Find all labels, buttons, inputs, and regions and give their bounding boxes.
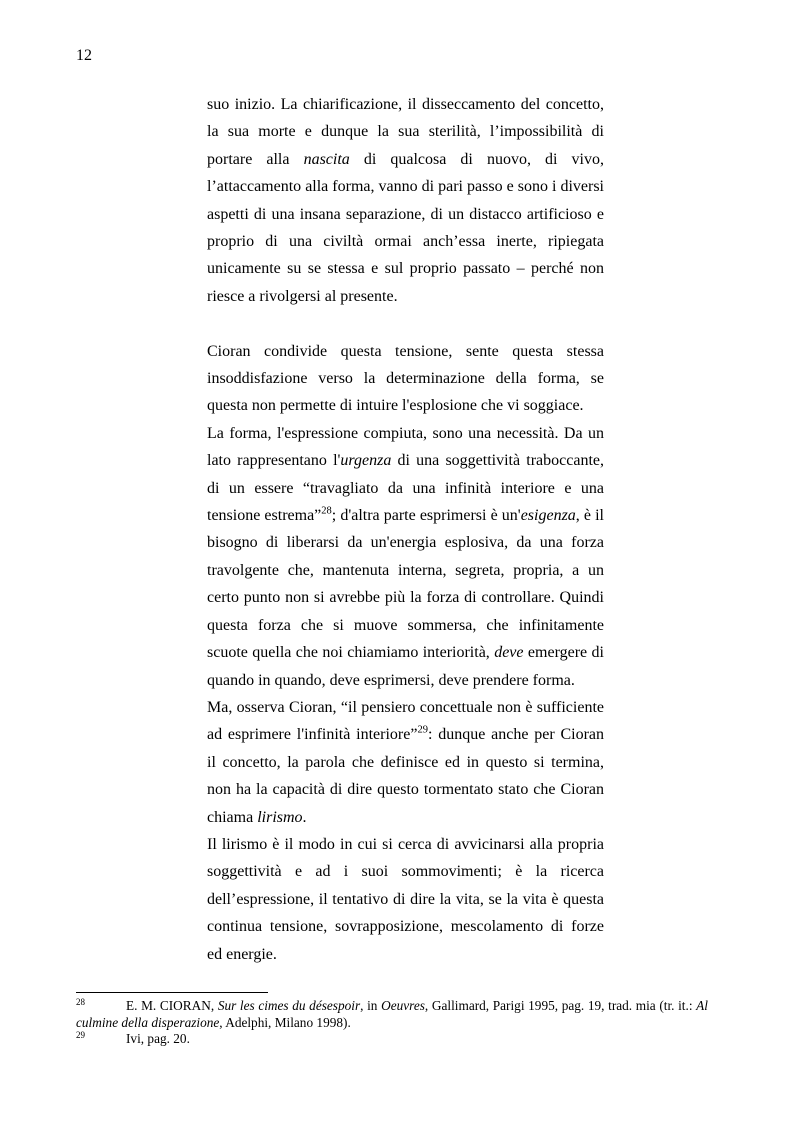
- footnote-number: 28: [76, 997, 85, 1007]
- paragraph: [207, 338, 604, 420]
- footnote-reference: 28: [321, 505, 332, 517]
- paragraph: [207, 831, 604, 968]
- italic-text: lirismo: [257, 808, 303, 826]
- paragraph: [207, 420, 604, 694]
- footnotes: [76, 998, 708, 1048]
- text-run: ; d'altra parte esprimersi è un': [331, 507, 521, 525]
- text-run: E. M. CIORAN,: [126, 998, 218, 1013]
- footnote-number: 29: [76, 1030, 85, 1041]
- italic-text: urgenza: [340, 452, 392, 470]
- footnote: [76, 1031, 708, 1048]
- italic-text: nascita: [303, 150, 350, 168]
- body-text: [207, 91, 604, 968]
- text-run: Ivi, pag. 20.: [126, 1031, 190, 1047]
- text-run: di una soggettività traboccante, di un essere “travagliato da una infinità interiore e una tensione estrema”: [207, 452, 604, 525]
- italic-text: deve: [494, 644, 524, 662]
- text-run: Il lirismo è il modo in cui si cerca di avvicinarsi alla propria soggettività e ad i suoi sommovimenti; è la ricerca dell’espressione, il tentativo di dire la vita, se la vita è questa continua tensione, sovrapposizione, mescolamento di forze ed energie.: [207, 835, 604, 963]
- footnote: [76, 998, 708, 1031]
- italic-text: esigenza: [520, 507, 576, 525]
- text-run: La forma, l'espressione compiuta, sono una necessità. Da un lato rappresentano l': [207, 424, 604, 470]
- text-run: emergere di quando in quando, deve esprimersi, deve prendere forma.: [207, 644, 604, 689]
- text-run: .: [302, 808, 307, 826]
- page-number: 12: [76, 47, 92, 64]
- paragraph: [207, 694, 604, 831]
- text-run: di qualcosa di nuovo, di vivo, l’attaccamento alla forma, vanno di pari passo e sono i diversi aspetti di una insana separazione, di un distacco artificioso e proprio di una civiltà ormai anch’essa inerte, ripiegata unicamente su se stessa e sul proprio passato – perché non riesce a rivolgersi al presente.: [207, 150, 604, 305]
- footnote-separator: [76, 992, 268, 993]
- paragraph-gap: [207, 310, 604, 337]
- italic-text: Oeuvres: [381, 998, 425, 1013]
- italic-text: Al culmine della disperazione: [76, 998, 708, 1030]
- paragraph: [207, 91, 604, 310]
- italic-text: Sur les cimes du désespoir: [217, 998, 361, 1013]
- text-run: Ma, osserva Cioran, “il pensiero concettuale non è sufficiente ad esprimere l'infinità interiore”: [207, 698, 604, 744]
- text-run: : dunque anche per Cioran il concetto, la parola che definisce ed in questo si termina, non ha la capacità di dire questo tormentato stato che Cioran chiama: [207, 726, 605, 826]
- text-run: , è il bisogno di liberarsi da un'energia esplosiva, da una forza travolgente che, mantenuta interna, segreta, propria, a un certo punto non si avrebbe più la forza di controllare. Quindi questa forza che si muove sommersa, che infinitamente scuote quella che noi chiamiamo interiorità,: [207, 507, 605, 662]
- footnote-reference: 29: [417, 725, 428, 736]
- text-run: , Adelphi, Milano 1998).: [219, 1014, 351, 1030]
- text-run: , in: [360, 998, 382, 1013]
- text-run: suo inizio. La chiarificazione, il disseccamento del concetto, la sua morte e dunque la sua sterilità, l’impossibilità di portare alla: [207, 96, 604, 168]
- text-run: Cioran condivide questa tensione, sente questa stessa insoddisfazione verso la determinazione della forma, se questa non permette di intuire l'esplosione che vi soggiace.: [207, 342, 604, 415]
- text-run: , Gallimard, Parigi 1995, pag. 19, trad. mia (tr. it.:: [424, 998, 697, 1013]
